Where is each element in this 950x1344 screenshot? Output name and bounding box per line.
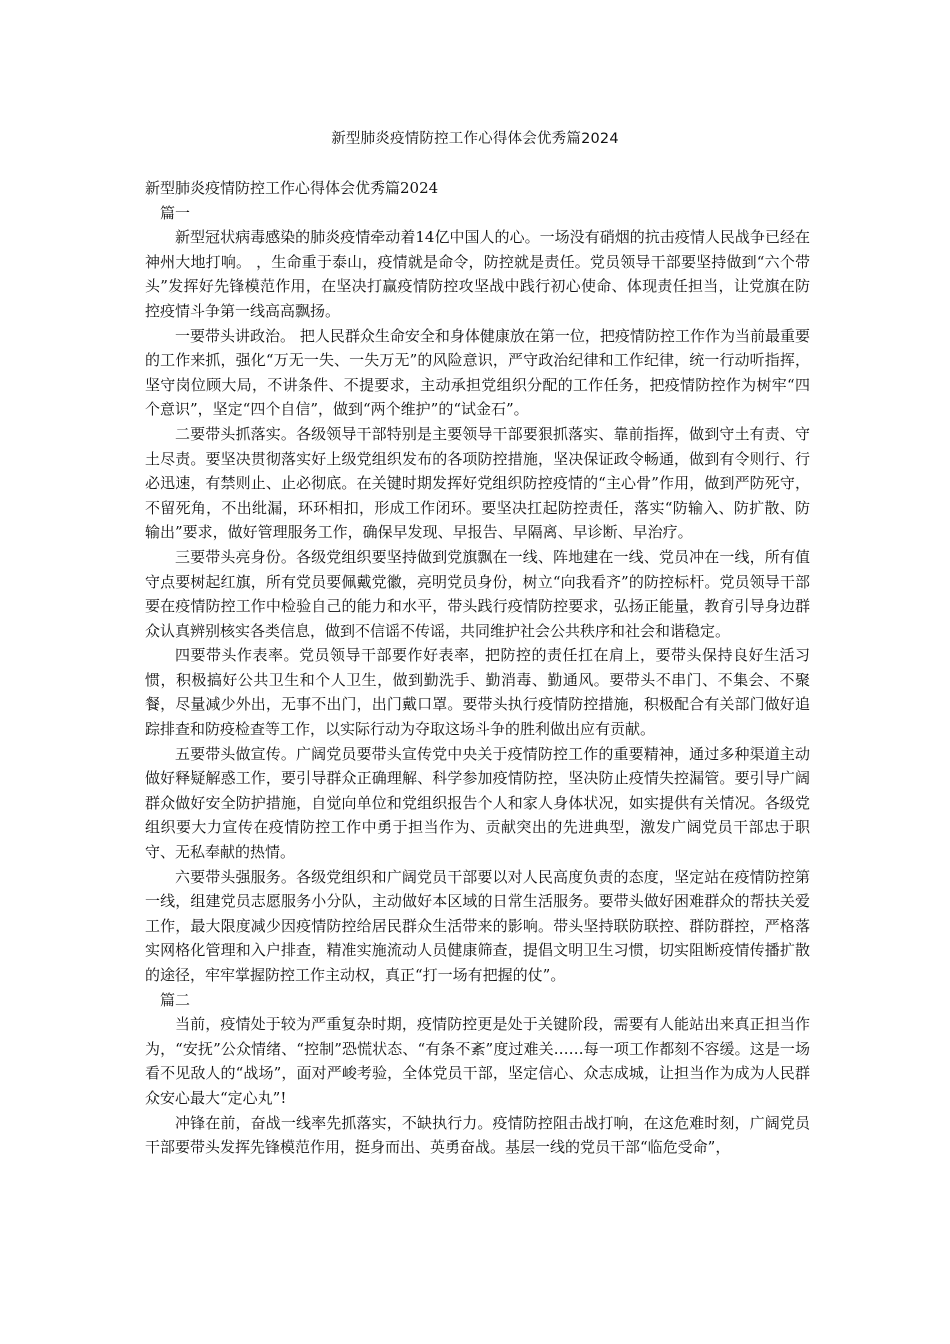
section-label-2: 篇二 bbox=[160, 990, 191, 1009]
paragraph: 三要带头亮身份。各级党组织要坚持做到党旗飘在一线、阵地建在一线、党员冲在一线，所有值守点要树起红旗，所有党员要佩戴党徽，亮明党员身份，树立“向我看齐”的防控标杆。党员领导干部要在疫情防控工作中检验自己的能力和水平，带头践行疫情防控要求，弘扬正能量，教育引导身边群众认真辨别核实各类信息，做到不信谣不传谣，共同维护社会公共秩序和社会和谐稳定。 bbox=[145, 547, 810, 640]
page-title: 新型肺炎疫情防控工作心得体会优秀篇2024 bbox=[331, 131, 619, 147]
section-label-1: 篇一 bbox=[160, 203, 191, 222]
paragraph: 五要带头做宣传。广阔党员要带头宣传党中央关于疫情防控工作的重要精神，通过多种渠道主动做好释疑解惑工作，要引导群众正确理解、科学参加疫情防控，坚决防止疫情失控漏管。要引导广阔群众做好安全防护措施，自觉向单位和党组织报告个人和家人身体状况，如实提供有关情况。各级党组织要大力宣传在疫情防控工作中勇于担当作为、贡献突出的先进典型，激发广阔党员干部忠于职守、无私奉献的热情。 bbox=[145, 744, 810, 862]
paragraph: 当前，疫情处于较为严重复杂时期，疫情防控更是处于关键阶段，需要有人能站出来真正担当作为，“安抚”公众情绪、“控制”恐慌状态、“有条不紊”度过难关……每一项工作都刻不容缓。这是一场看不见敌人的“战场”，面对严峻考验，全体党员干部，坚定信心、众志成城，让担当作为成为人民群众安心最大“定心丸”! bbox=[145, 1015, 810, 1107]
paragraph: 新型冠状病毒感染的肺炎疫情牵动着14亿中国人的心。一场没有硝烟的抗击疫情人民战争已经在神州大地打响。 ，生命重于泰山，疫情就是命令，防控就是责任。党员领导干部要坚持做到“六个带头”发挥好先锋模范作用，在坚决打赢疫情防控攻坚战中践行初心使命、体现责任担当，让党旗在防控疫情斗争第一线高高飘扬。 bbox=[145, 228, 810, 320]
paragraph: 冲锋在前，奋战一线率先抓落实，不缺执行力。疫情防控阻击战打响，在这危难时刻，广阔党员干部要带头发挥先锋模范作用，挺身而出、英勇奋战。基层一线的党员干部“临危受命”， bbox=[145, 1113, 810, 1157]
document-subtitle: 新型肺炎疫情防控工作心得体会优秀篇2024 bbox=[145, 179, 439, 197]
paragraph: 四要带头作表率。党员领导干部要作好表率，把防控的责任扛在肩上，要带头保持良好生活习惯，积极搞好公共卫生和个人卫生，做到勤洗手、勤消毒、勤通风。要带头不串门、不集会、不聚餐，尽量减少外出，无事不出门，出门戴口罩。要带头执行疫情防控措施，积极配合有关部门做好追踪排查和防疫检查等工作，以实际行动为夺取这场斗争的胜利做出应有贡献。 bbox=[145, 646, 810, 739]
document-body bbox=[145, 176, 810, 1160]
paragraph: 一要带头讲政治。 把人民群众生命安全和身体健康放在第一位，把疫情防控工作作为当前最重要的工作来抓，强化“万无一失、一失万无”的风险意识，严守政治纪律和工作纪律，统一行动听指挥，坚守岗位顾大局，不讲条件、不提要求，主动承担党组织分配的工作任务，把疫情防控作为树牢“四个意识”，坚定“四个自信”，做到“两个维护”的“试金石”。 bbox=[145, 326, 810, 419]
paragraph: 六要带头强服务。各级党组织和广阔党员干部要以对人民高度负责的态度，坚定站在疫情防控第一线，组建党员志愿服务小分队，主动做好本区域的日常生活服务。要带头做好困难群众的帮扶关爱工作，最大限度减少因疫情防控给居民群众生活带来的影响。带头坚持联防联控、群防群控，严格落实网格化管理和入户排查，精准实施流动人员健康筛查，提倡文明卫生习惯，切实阻断疫情传播扩散的途径，牢牢掌握防控工作主动权，真正“打一场有把握的仗”。 bbox=[145, 867, 810, 984]
paragraph: 二要带头抓落实。各级领导干部特别是主要领导干部要狠抓落实、靠前指挥，做到守土有责、守土尽责。要坚决贯彻落实好上级党组织发布的各项防控措施，坚决保证政令畅通，做到有令则行、行必迅速，有禁则止、止必彻底。在关键时期发挥好党组织防控疫情的“主心骨”作用，做到严防死守，不留死角，不出纰漏，环环相扣，形成工作闭环。要坚决扛起防控责任，落实“防输入、防扩散、防输出”要求，做好管理服务工作，确保早发现、早报告、早隔离、早诊断、早治疗。 bbox=[145, 424, 810, 542]
